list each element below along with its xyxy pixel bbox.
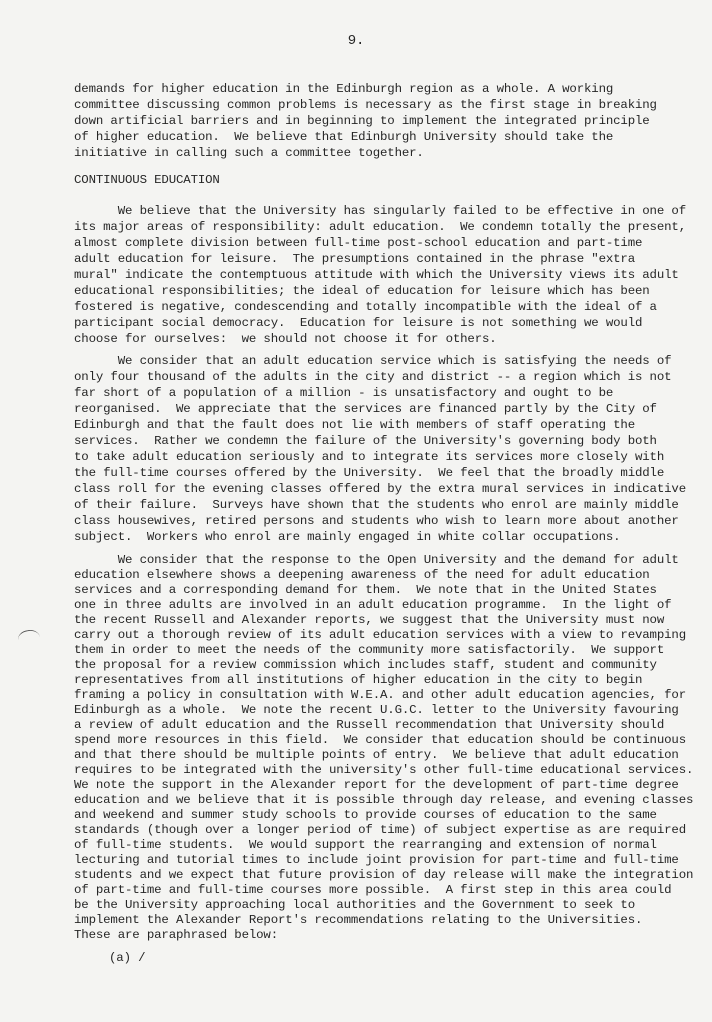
text-line: We consider that an adult education service which is satisfying the needs of — [74, 354, 672, 368]
text-line: its major areas of responsibility: adult education. We condemn totally the present, — [74, 220, 686, 234]
text-line: one in three adults are involved in an adult education programme. In the light of — [74, 598, 672, 612]
text-line: almost complete division between full-time post-school education and part-time — [74, 236, 643, 250]
text-line: the full-time courses offered by the University. We feel that the broadly middle — [74, 466, 665, 480]
text-line: We note the support in the Alexander report for the development of part-time degree — [74, 778, 679, 792]
text-line: We consider that the response to the Open University and the demand for adult — [74, 553, 679, 567]
text-line: be the University approaching local authorities and the Government to seek to — [74, 898, 635, 912]
text-line: of part-time and full-time courses more possible. A first step in this area could — [74, 883, 672, 897]
text-line: participant social democracy. Education for leisure is not something we would — [74, 316, 643, 330]
text-line: a review of adult education and the Russell recommendation that University should — [74, 718, 665, 732]
text-line: choose for ourselves: we should not choose it for others. — [74, 332, 497, 346]
section-heading: CONTINUOUS EDUCATION — [74, 173, 220, 187]
margin-punch-mark — [17, 629, 41, 649]
text-line: committee discussing common problems is necessary as the first stage in breaking — [74, 98, 657, 112]
text-line: services. Rather we condemn the failure of the University's governing body both — [74, 434, 657, 448]
text-line: far short of a population of a million - is unsatisfactory and ought to be — [74, 386, 614, 400]
text-line: demands for higher education in the Edinburgh region as a whole. A working — [74, 82, 614, 96]
text-line: education and we believe that it is possible through day release, and evening classes — [74, 793, 694, 807]
text-line: down artificial barriers and in beginning to implement the integrated principle — [74, 114, 650, 128]
text-line: Edinburgh as a whole. We note the recent U.G.C. letter to the University favouring — [74, 703, 679, 717]
text-line: only four thousand of the adults in the city and district -- a region which is not — [74, 370, 672, 384]
text-line: of full-time students. We would support the rearranging and extension of normal — [74, 838, 657, 852]
text-line: them in order to meet the needs of the community more satisfactorily. We support — [74, 643, 665, 657]
text-line: carry out a thorough review of its adult education services with a view to revamping — [74, 628, 686, 642]
text-line: reorganised. We appreciate that the services are financed partly by the City of — [74, 402, 657, 416]
text-line: implement the Alexander Report's recommendations relating to the Universities. — [74, 913, 643, 927]
text-line: the recent Russell and Alexander reports, we suggest that the University must now — [74, 613, 665, 627]
text-line: the proposal for a review commission which includes staff, student and community — [74, 658, 657, 672]
text-line: students and we expect that future provision of day release will make the integration — [74, 868, 694, 882]
text-line: class roll for the evening classes offered by the extra mural services in indicative — [74, 482, 686, 496]
text-line: educational responsibilities; the ideal of education for leisure which has been — [74, 284, 650, 298]
text-line: of higher education. We believe that Edinburgh University should take the — [74, 130, 614, 144]
text-line: mural" indicate the contemptuous attitude with which the University views its adult — [74, 268, 679, 282]
text-line: adult education for leisure. The presumptions contained in the phrase "extra — [74, 252, 635, 266]
text-line: framing a policy in consultation with W.E.A. and other adult education agencies, for — [74, 688, 686, 702]
text-line: fostered is negative, condescending and totally incompatible with the ideal of a — [74, 300, 657, 314]
text-line: services and a corresponding demand for them. We note that in the United States — [74, 583, 657, 597]
text-line: to take adult education seriously and to integrate its services more closely with — [74, 450, 665, 464]
list-marker: (a) / — [109, 951, 146, 965]
text-line: subject. Workers who enrol are mainly engaged in white collar occupations. — [74, 530, 621, 544]
page-number: 9. — [347, 33, 365, 49]
text-line: class housewives, retired persons and students who wish to learn more about another — [74, 514, 679, 528]
text-line: lecturing and tutorial times to include joint provision for part-time and full-time — [74, 853, 679, 867]
text-line: spend more resources in this field. We consider that education should be continuous — [74, 733, 686, 747]
text-line: and that there should be multiple points of entry. We believe that adult education — [74, 748, 679, 762]
text-line: requires to be integrated with the university's other full-time educational services. — [74, 763, 694, 777]
text-line: and weekend and summer study schools to provide courses of education to the same — [74, 808, 657, 822]
text-line: of their failure. Surveys have shown that the students who enrol are mainly middle — [74, 498, 679, 512]
text-line: Edinburgh and that the fault does not lie with members of staff operating the — [74, 418, 635, 432]
text-line: We believe that the University has singularly failed to be effective in one of — [74, 204, 686, 218]
text-line: standards (though over a longer period of time) of subject expertise as are required — [74, 823, 686, 837]
text-line: education elsewhere shows a deepening awareness of the need for adult education — [74, 568, 650, 582]
text-line: representatives from all institutions of higher education in the city to begin — [74, 673, 643, 687]
text-line: initiative in calling such a committee together. — [74, 146, 424, 160]
text-line: These are paraphrased below: — [74, 928, 278, 942]
